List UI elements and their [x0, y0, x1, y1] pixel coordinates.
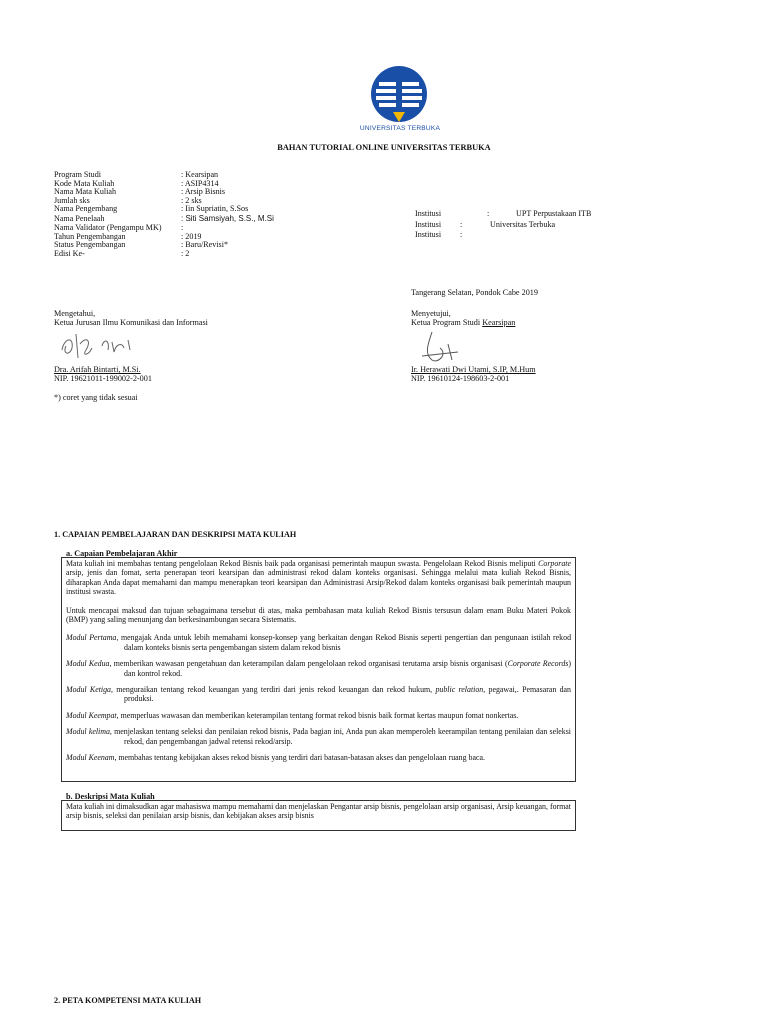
- learning-outcomes-box: [61, 557, 576, 782]
- sign-right-role: Ketua Program Studi Kearsipan: [411, 318, 516, 327]
- institution-label: Institusi: [415, 230, 442, 239]
- sign-left-name: Dra. Arifah Bintarti, M.Si.: [54, 365, 141, 374]
- university-logo: [369, 64, 429, 124]
- course-description-box: [61, 800, 576, 831]
- signature-left-image: [58, 328, 134, 367]
- section-1-heading: 1. CAPAIAN PEMBELAJARAN DAN DESKRIPSI MATA KULIAH: [54, 530, 297, 539]
- handwritten-signature-icon: [58, 328, 134, 362]
- description-text: Mata kuliah ini dimaksudkan agar mahasiswa mampu memahami dan menjelaskan Pengantar arsip bisnis, pengelolaan arsip organisasi, Arsip keuangan, format arsip bisnis, seleksi dan penilaian arsip bisnis, dan kebijakan akses arsip bisnis: [66, 802, 571, 821]
- institution-sep: :: [460, 230, 463, 239]
- module-item: Modul Pertama, mengajak Anda untuk lebih memahami konsep-konsep yang berkaitan dengan Rekod Bisnis seperti pengertian dan pengunaan istilah rekod dalam konteks bisnis serta pengembangan sistem dalam rekod bisnis: [66, 633, 572, 652]
- document-title: BAHAN TUTORIAL ONLINE UNIVERSITAS TERBUKA: [277, 143, 491, 152]
- institution-block: [415, 209, 595, 241]
- institution-label: Institusi: [415, 209, 442, 218]
- handwritten-signature-icon: [418, 330, 462, 366]
- outcomes-paragraph: Mata kuliah ini membahas tentang pengelolaan Rekod Bisnis baik pada organisasi pemerintah maupun swasta. Pengelolaan Rekod Bisnis meliputi Corporate arsip, jenis dan fomat, serta penerapan teori kearsipan dan administrasi rekod dalam konteks organisasi. Sehingga melalui mata kuliah Rekod Bisnis, diharapkan Anda dapat memahami dan mampu menerapkan teori kearsipan dan Administrasi Arsip/Rekod dalam konteks organisasi baik pemerintah maupun institusi swasta.: [66, 559, 571, 597]
- section-1a-heading: a. Capaian Pembelajaran Akhir: [66, 549, 178, 558]
- module-item: Modul Kedua, memberikan wawasan pengetahuan dan keterampilan dalam pengelolaan rekod organisasi terutama arsip bisnis organisasi (Corporate Records) dan kontrol rekod.: [66, 659, 571, 678]
- module-item: Modul Keempat, memperluas wawasan dan memberikan keterampilan tentang format rekod bisnis baik format kertas maupun fomat nonkertas.: [66, 710, 519, 720]
- sign-right-intro: Menyetujui,: [411, 309, 451, 318]
- footnote: *) coret yang tidak sesuai: [54, 393, 138, 402]
- sign-right-nip: NIP. 19610124-198603-2-001: [411, 374, 510, 383]
- ut-emblem-icon: [369, 64, 429, 124]
- module-item: Modul Keenam, membahas tentang kebijakan akses rekod bisnis yang terdiri dari batasan-batasan akses dan pengelolaan ruang baca.: [66, 753, 485, 763]
- section-1b-heading: b. Deskripsi Mata Kuliah: [66, 792, 155, 801]
- institution-value: UPT Perpustakaan ITB: [516, 209, 592, 218]
- sign-right-name: Ir. Herawati Dwi Utami, S.IP, M.Hum: [411, 365, 536, 374]
- module-item: Modul Ketiga, menguraikan tentang rekod keuangan yang terdiri dari jenis rekod keuangan dan rekod hukum, public relation, pegawai,. Pemasaran dan produksi.: [66, 685, 571, 704]
- institution-label: Institusi: [415, 220, 442, 229]
- sign-left-role: Ketua Jurusan Ilmu Komunikasi dan Informasi: [54, 318, 208, 327]
- outcomes-paragraph: Untuk mencapai maksud dan tujuan sebagaimana tersebut di atas, maka pembahasan mata kuliah Rekod Bisnis tersusun dalam enam Buku Materi Pokok (BMP) yang saling menunjang dan berkesinambungan secara Sistematis.: [66, 605, 571, 625]
- module-item: Modul kelima, menjelaskan tentang seleksi dan penilaian rekod bisnis, Pada bagian ini, Anda pun akan memperoleh keerampilan tentang penilaian dan seleksi rekod, dan pengembangan jadwal retensi rekod/arsip.: [66, 727, 571, 746]
- section-2-heading: 2. PETA KOMPETENSI MATA KULIAH: [54, 996, 202, 1005]
- institution-sep: :: [487, 209, 490, 218]
- sign-left-nip: NIP. 19621011-199002-2-001: [54, 374, 152, 383]
- institution-value: Universitas Terbuka: [490, 220, 556, 229]
- logo-caption: UNIVERSITAS TERBUKA: [359, 125, 441, 132]
- institution-sep: :: [460, 220, 463, 229]
- place-date: Tangerang Selatan, Pondok Cabe 2019: [411, 288, 538, 297]
- sign-left-intro: Mengetahui,: [54, 309, 96, 318]
